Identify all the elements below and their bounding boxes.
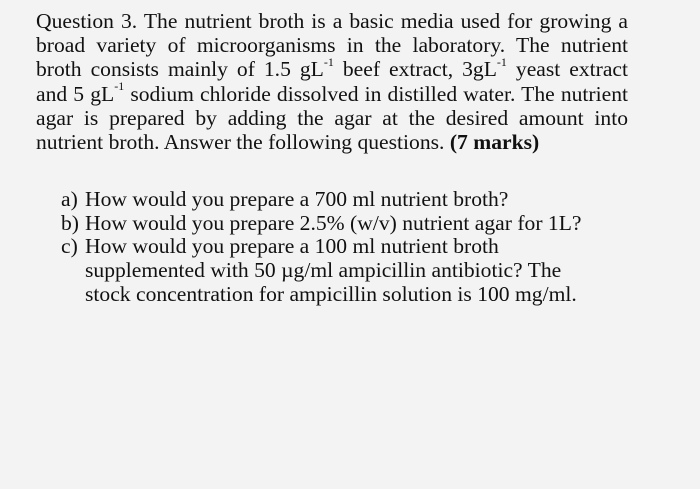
- intro-text-2: beef extract, 3gL: [333, 57, 497, 82]
- subquestion-list: [36, 188, 594, 306]
- question-heading: Question 3.: [36, 9, 138, 33]
- subquestion-letter: c): [61, 234, 78, 259]
- subquestion-letter: b): [61, 210, 79, 235]
- subquestion-text: How would you prepare a 700 ml nutrient broth?: [85, 187, 509, 212]
- subquestion-text: How would you prepare a 100 ml nutrient broth supplemented with 50 µg/ml ampicillin antibiotic? The stock concentration for ampicillin solution is 100 mg/ml.: [85, 234, 577, 306]
- superscript-unit-3: -1: [114, 79, 125, 94]
- marks-label: (7 marks): [449, 130, 540, 155]
- intro-text-4: sodium chloride dissolved in distilled water. The nutrient agar is prepared by adding the agar at the desired amount into nutrient broth. Answer the following questions.: [36, 81, 629, 155]
- intro-text-1: The nutrient broth is a basic media used for growing a broad variety of microorganisms in the laboratory. The nutrient broth consists mainly of 1.5 gL: [36, 9, 628, 82]
- subquestion-letter: a): [61, 187, 78, 212]
- subquestion-b: [61, 210, 594, 236]
- question-intro: [36, 9, 628, 154]
- intro-text-3: yeast extract and 5 gL: [36, 57, 628, 106]
- subquestion-text: How would you prepare 2.5% (w/v) nutrient agar for 1L?: [85, 210, 582, 235]
- superscript-unit-1: -1: [323, 55, 334, 70]
- subquestion-a: [61, 187, 594, 212]
- superscript-unit-2: -1: [496, 55, 507, 70]
- subquestion-c: [61, 234, 594, 306]
